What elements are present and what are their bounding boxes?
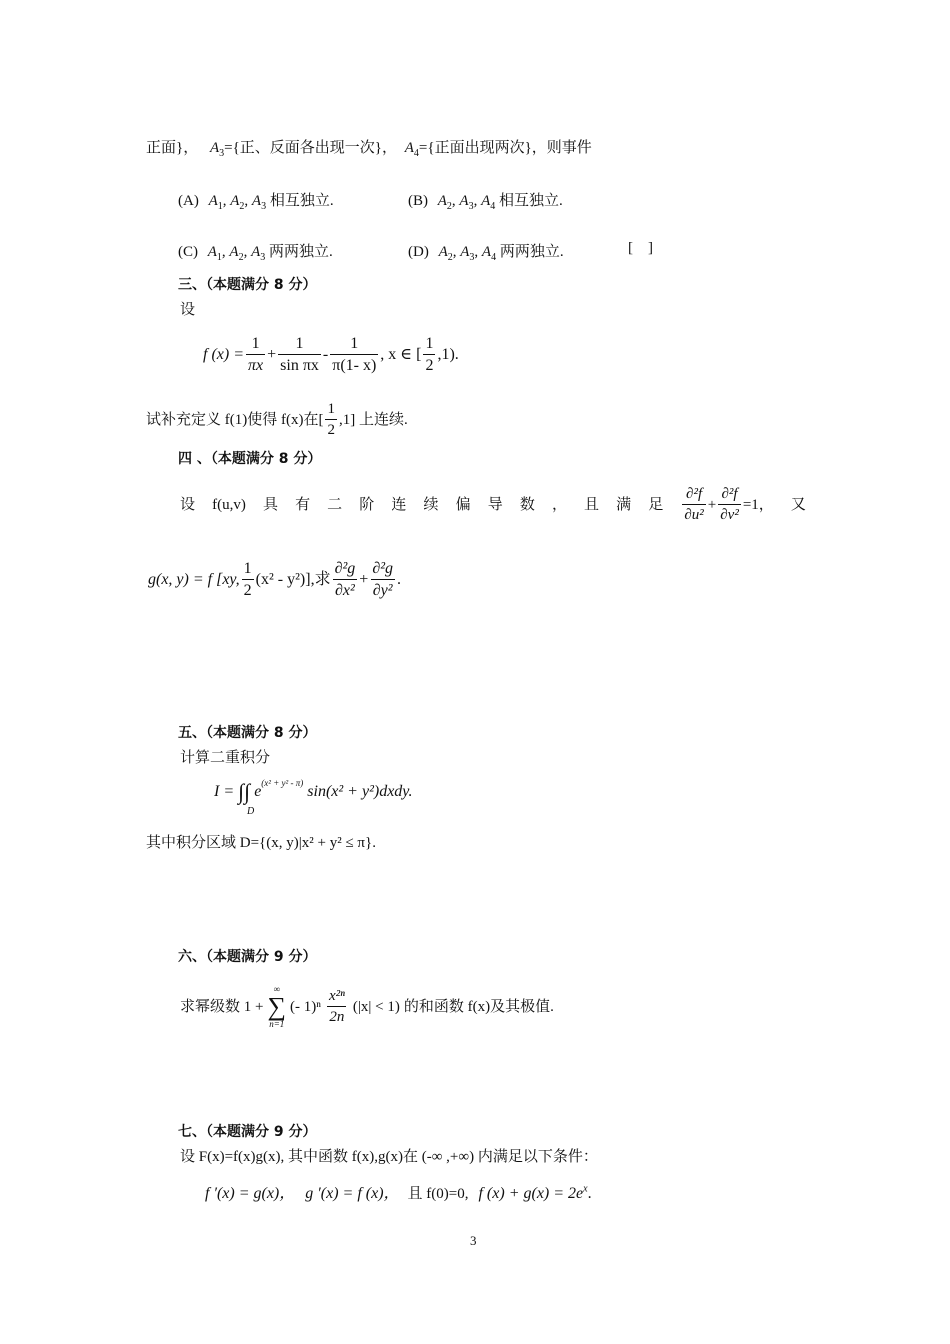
section-7-line-1: 设 F(x)=f(x)g(x), 其中函数 f(x),g(x)在 (-∞ ,+∞) 内满足以下条件： [180, 1149, 598, 1165]
word: 连 [391, 496, 407, 513]
option-d-var-3: A [481, 244, 492, 260]
option-a-text: 相互独立. [269, 193, 334, 209]
pd-g-xx-num: ∂²g [334, 560, 356, 577]
formula-lhs: f (x) = [203, 346, 244, 363]
option-a: (A) $A_1$, $A_2$, $A_3$ 相互独立. [178, 193, 334, 212]
option-b-label: (B) [408, 193, 428, 209]
g-definition-mid: (x² - y²)],求 [255, 571, 331, 588]
option-d-sub-2: 3 [469, 252, 475, 263]
domain-fraction-den: 2 [423, 354, 435, 374]
condition-g-prime: g ′(x) = f (x)， [305, 1185, 400, 1202]
option-d-var-2: A [460, 244, 470, 260]
pd-f-uu [682, 487, 705, 523]
condition-exp: x [583, 1183, 588, 1195]
option-b: (B) $A_2$, $A_3$, $A_4$ 相互独立. [408, 193, 563, 212]
option-c-sub-2: 2 [238, 252, 244, 263]
section-7-heading: 七、（本题满分 9 分） [178, 1124, 317, 1140]
series-fraction-den: 2n [327, 1006, 346, 1025]
fraction-2-num: 1 [295, 335, 304, 352]
pde-condition [680, 487, 773, 523]
integral-region-sub: D [247, 806, 255, 817]
section-3-formula [203, 336, 459, 374]
word: 有 [295, 496, 311, 513]
fraction-1 [246, 336, 265, 374]
option-d-text: 两两独立. [499, 244, 564, 260]
option-d-label: (D) [408, 244, 429, 260]
series-fraction-num: x²ⁿ [328, 988, 345, 1004]
option-c-var-3: A [251, 244, 261, 260]
half-num: 1 [243, 560, 252, 577]
option-a-sub-2: 2 [239, 201, 245, 212]
option-b-var-2: A [459, 193, 469, 209]
domain-fraction-num: 1 [425, 335, 434, 352]
option-a-sub-3: 3 [261, 201, 267, 212]
section-3-task [146, 402, 408, 438]
option-b-var-3: A [481, 193, 491, 209]
series-term: (- 1)ⁿ [290, 998, 321, 1015]
section-3-heading: 三、（本题满分 8 分） [178, 277, 317, 293]
event-a4: A [404, 140, 414, 156]
option-a-label: (A) [178, 193, 199, 209]
task-prefix: 试补充定义 f(1)使得 f(x)在[ [146, 411, 324, 428]
pd-g-yy-den: ∂y² [371, 579, 395, 599]
option-b-text: 相互独立. [499, 193, 563, 209]
exp-base: e [254, 783, 262, 800]
condition-f-zero: 且 f(0)=0, [407, 1186, 469, 1202]
pd-g-yy-num: ∂²g [372, 560, 394, 577]
g-definition-lhs: g(x, y) = f [xy, [148, 571, 240, 588]
double-integral-sign: ∫∫ [238, 779, 251, 804]
event-a3-sub: 3 [219, 148, 225, 159]
pd-g-xx-den: ∂x² [333, 579, 357, 599]
section-5-heading: 五、（本题满分 8 分） [178, 725, 317, 741]
event-a3-definition: ={正、反面各出现一次}， [224, 140, 397, 156]
word: 二 [327, 496, 343, 513]
option-c: (C) $A_1$, $A_2$, $A_3$ 两两独立. [178, 244, 333, 263]
option-a-var-1: A [208, 193, 218, 209]
section-4-line-1 [180, 487, 806, 523]
option-a-var-2: A [230, 193, 240, 209]
series-fraction [327, 989, 347, 1025]
sum-upper: ∞ [273, 984, 280, 994]
option-b-sub-1: 2 [446, 201, 452, 212]
option-d-var-1: A [438, 244, 448, 260]
pd-f-uu-den: ∂u² [682, 504, 705, 523]
word: 满 [616, 496, 632, 513]
pd-f-uu-num: ∂²f [686, 486, 703, 502]
page-number: 3 [470, 1233, 477, 1248]
word-you: 又 [790, 496, 806, 513]
pd-f-vv-den: ∂v² [718, 504, 741, 523]
task-fraction [325, 402, 337, 438]
top-continuation-line [146, 140, 592, 159]
task-fraction-num: 1 [327, 401, 335, 417]
word: 足 [648, 496, 664, 513]
half-den: 2 [242, 579, 254, 599]
event-a4-sub: 4 [413, 148, 419, 159]
integrand: sin(x² + y²)dxdy. [307, 783, 413, 800]
fraction-1-den: πx [246, 354, 265, 374]
option-a-var-3: A [251, 193, 262, 209]
word: 阶 [359, 496, 375, 513]
option-d: (D) $A_2$, $A_3$, $A_4$ 两两独立. [408, 244, 564, 263]
summation [267, 985, 286, 1029]
pd-g-yy [370, 561, 395, 599]
word: 导 [487, 496, 503, 513]
section-6-heading: 六、（本题满分 9 分） [178, 949, 317, 965]
answer-bracket: [ ] [628, 240, 653, 256]
fraction-3 [330, 336, 378, 374]
option-c-sub-1: 1 [216, 252, 222, 263]
integral-lhs: I = [214, 783, 235, 800]
condition-f-prime: f ′(x) = g(x)， [205, 1185, 296, 1202]
minus-sign: - [322, 346, 329, 363]
option-b-sub-2: 3 [468, 201, 474, 212]
plus-sign: + [707, 496, 717, 513]
period: . [397, 571, 402, 588]
option-b-sub-3: 4 [490, 201, 496, 212]
sum-lower: n=1 [269, 1019, 285, 1029]
event-a3: A [209, 140, 220, 156]
section-3-intro: 设 [180, 302, 196, 318]
word: 续 [423, 496, 439, 513]
option-d-sub-1: 2 [447, 252, 453, 263]
option-c-var-1: A [207, 244, 217, 260]
fraction-1-num: 1 [251, 335, 260, 352]
equals-one: =1， [742, 496, 774, 513]
pd-g-xx [333, 561, 358, 599]
section-7-line-2 [205, 1183, 592, 1202]
word: f(u,v) [212, 496, 246, 513]
option-c-text: 两两独立. [269, 244, 333, 260]
series-prefix: 求幂级数 1 + [180, 998, 264, 1015]
section-6-problem [180, 985, 554, 1029]
word: 数 [519, 496, 535, 513]
fraction-2-den: sin πx [278, 354, 321, 374]
section-5-intro: 计算二重积分 [180, 750, 271, 766]
option-b-var-1: A [437, 193, 447, 209]
option-c-label: (C) [178, 244, 198, 260]
fraction-2 [278, 336, 321, 374]
section-4-g-formula [148, 561, 401, 599]
half-fraction [242, 561, 254, 599]
fraction-3-den: π(1- x) [330, 354, 378, 374]
sum-sign: ∑ [267, 992, 287, 1021]
section-5-integral [214, 778, 413, 804]
domain-prefix: , x ∈ [ [380, 346, 422, 363]
exp-exponent: (x² + y² - π) [261, 778, 304, 788]
word: 设 [180, 496, 196, 513]
top-prefix: 正面}， [146, 140, 199, 156]
option-d-sub-3: 4 [491, 252, 497, 263]
pd-f-vv-num: ∂²f [721, 486, 738, 502]
task-suffix: ,1] 上连续. [338, 411, 408, 428]
option-c-var-2: A [229, 244, 239, 260]
word: ， [551, 496, 567, 513]
domain-fraction [423, 336, 435, 374]
domain-suffix: ,1). [437, 346, 459, 363]
plus-sign: + [267, 346, 277, 363]
fraction-3-num: 1 [350, 335, 359, 352]
plus-sign: + [359, 571, 369, 588]
option-c-sub-3: 3 [260, 252, 266, 263]
condition-sum: f (x) + g(x) = 2e [478, 1185, 584, 1202]
period: . [587, 1185, 592, 1202]
event-a4-definition: ={正面出现两次}，则事件 [418, 140, 592, 156]
word: 且 [584, 496, 600, 513]
section-4-heading: 四 、（本题满分 8 分） [178, 451, 322, 467]
option-a-sub-1: 1 [217, 201, 223, 212]
section-5-domain: 其中积分区域 D={(x, y)|x² + y² ≤ π}. [146, 835, 376, 851]
pd-f-vv [718, 487, 741, 523]
series-condition: (|x| < 1) [352, 998, 400, 1015]
word: 具 [262, 496, 278, 513]
word: 偏 [455, 496, 471, 513]
series-suffix: 的和函数 f(x)及其极值. [403, 998, 554, 1015]
task-fraction-den: 2 [325, 419, 337, 438]
